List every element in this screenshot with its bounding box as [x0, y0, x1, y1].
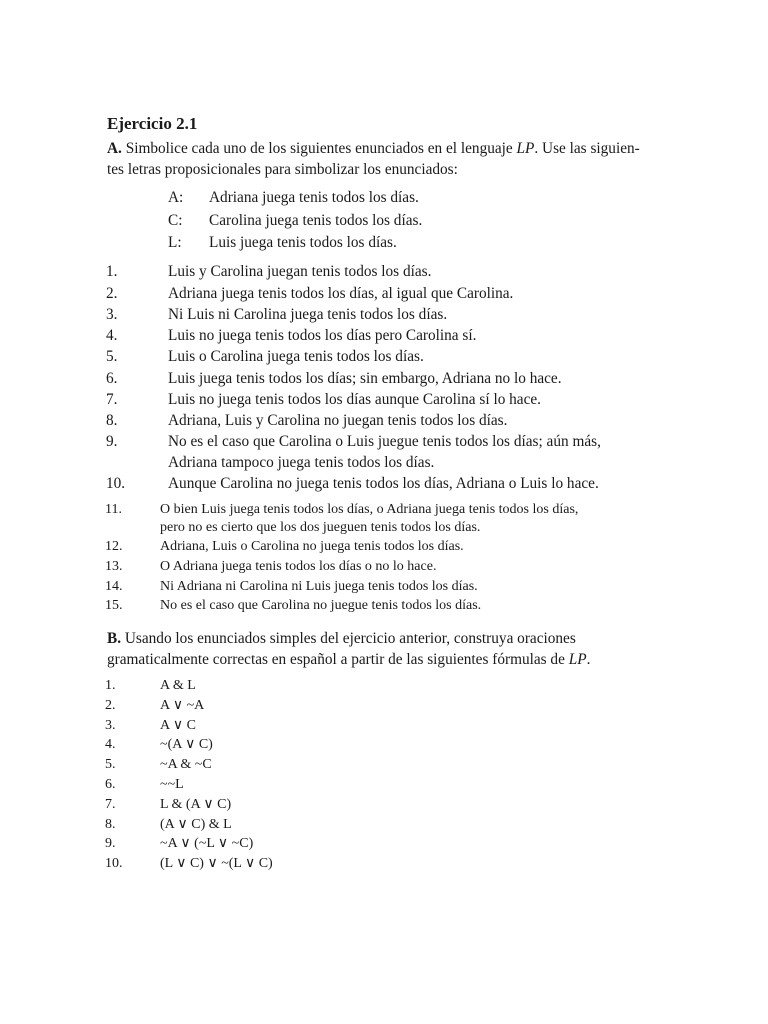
exercise-item-number: 14. [105, 579, 123, 594]
formula-item-number: 9. [105, 836, 116, 851]
exercise-item-number: 4. [106, 327, 118, 344]
section-a-intro-text-end: . Use las siguien- [534, 140, 640, 157]
exercise-item-number: 11. [105, 502, 122, 517]
exercise-item-number: 1. [106, 263, 118, 280]
formula-item-text: A & L [160, 678, 196, 693]
exercise-item-number: 13. [105, 559, 123, 574]
formula-item-number: 5. [105, 757, 116, 772]
letter-definition-text: Adriana juega tenis todos los días. [209, 189, 419, 206]
formula-item-number: 2. [105, 698, 116, 713]
letter-definition-number: L: [168, 234, 182, 251]
exercise-item-text: No es el caso que Carolina no juegue tenis todos los días. [160, 598, 482, 613]
exercise-item-number: 10. [106, 475, 126, 492]
formula-item-text: (L ∨ C) ∨ ~(L ∨ C) [160, 856, 273, 871]
exercise-item-text: Luis juega tenis todos los días; sin embargo, Adriana no lo hace. [168, 370, 562, 387]
exercise-item-text: Luis no juega tenis todos los días pero Carolina sí. [168, 327, 477, 344]
exercise-item-text: Luis o Carolina juega tenis todos los días. [168, 348, 424, 365]
section-a-intro [107, 138, 647, 180]
formula-item-number: 7. [105, 797, 116, 812]
exercise-item-text: Luis y Carolina juegan tenis todos los días. [168, 263, 432, 280]
exercise-item-continuation-text: pero no es cierto que los dos jueguen tenis todos los días. [160, 520, 481, 535]
formula-item-text: A ∨ C [160, 718, 196, 733]
exercise-item-number: 6. [106, 370, 118, 387]
exercise-item-number: 5. [106, 348, 118, 365]
formula-item-number: 4. [105, 737, 116, 752]
formula-item-text: ~(A ∨ C) [160, 737, 213, 752]
section-a-intro-text: Simbolice cada uno de los siguientes enunciados en el lenguaje [125, 140, 517, 157]
lp-term: LP [516, 140, 535, 157]
exercise-item-number: 15. [105, 598, 123, 613]
letter-definition-text: Carolina juega tenis todos los días. [209, 212, 423, 229]
exercise-item-text: Adriana, Luis o Carolina no juega tenis todos los días. [160, 539, 464, 554]
exercise-item-number: 12. [105, 539, 123, 554]
section-b-intro-line2: gramaticalmente correctas en español a partir de las siguientes fórmulas de [107, 651, 569, 668]
exercise-item-text: O bien Luis juega tenis todos los días, o Adriana juega tenis todos los días, [160, 502, 579, 517]
formula-item-text: ~~L [160, 777, 184, 792]
formula-item-number: 3. [105, 718, 116, 733]
exercise-item-text: Ni Adriana ni Carolina ni Luis juega tenis todos los días. [160, 579, 478, 594]
exercise-item-text: O Adriana juega tenis todos los días o no lo hace. [160, 559, 437, 574]
exercise-item-text: Adriana, Luis y Carolina no juegan tenis todos los días. [168, 412, 508, 429]
formula-item-text: ~A ∨ (~L ∨ ~C) [160, 836, 254, 851]
formula-item-number: 6. [105, 777, 116, 792]
exercise-title: Ejercicio 2.1 [107, 114, 198, 133]
exercise-item-continuation-text: Adriana tampoco juega tenis todos los días. [168, 454, 435, 471]
exercise-item-text: Adriana juega tenis todos los días, al igual que Carolina. [168, 285, 514, 302]
exercise-item-number: 9. [106, 433, 118, 450]
formula-item-text: L & (A ∨ C) [160, 797, 232, 812]
formula-item-number: 8. [105, 817, 116, 832]
section-b-intro-end: . [586, 651, 591, 668]
lp-term-b: LP [568, 651, 587, 668]
exercise-item-text: No es el caso que Carolina o Luis juegue tenis todos los días; aún más, [168, 433, 601, 450]
exercise-item-number: 8. [106, 412, 118, 429]
section-a-intro-line2: tes letras proposicionales para simbolizar los enunciados: [107, 161, 458, 178]
letter-definition-text: Luis juega tenis todos los días. [209, 234, 397, 251]
exercise-item-number: 3. [106, 306, 118, 323]
formula-item-number: 1. [105, 678, 116, 693]
section-b-intro-line1: Usando los enunciados simples del ejercicio anterior, construya oraciones [124, 630, 576, 647]
exercise-item-text: Aunque Carolina no juega tenis todos los días, Adriana o Luis lo hace. [168, 475, 599, 492]
exercise-item-text: Ni Luis ni Carolina juega tenis todos los días. [168, 306, 448, 323]
exercise-item-number: 2. [106, 285, 118, 302]
section-b-intro [107, 628, 647, 670]
exercise-item-text: Luis no juega tenis todos los días aunque Carolina sí lo hace. [168, 391, 542, 408]
formula-item-text: A ∨ ~A [160, 698, 205, 713]
section-b-label: B. [107, 630, 122, 647]
letter-definition-number: C: [168, 212, 183, 229]
letter-definition-number: A: [168, 189, 184, 206]
formula-item-text: (A ∨ C) & L [160, 817, 232, 832]
section-a-label: A. [107, 140, 122, 157]
exercise-item-number: 7. [106, 391, 118, 408]
formula-item-number: 10. [105, 856, 123, 871]
formula-item-text: ~A & ~C [160, 757, 212, 772]
